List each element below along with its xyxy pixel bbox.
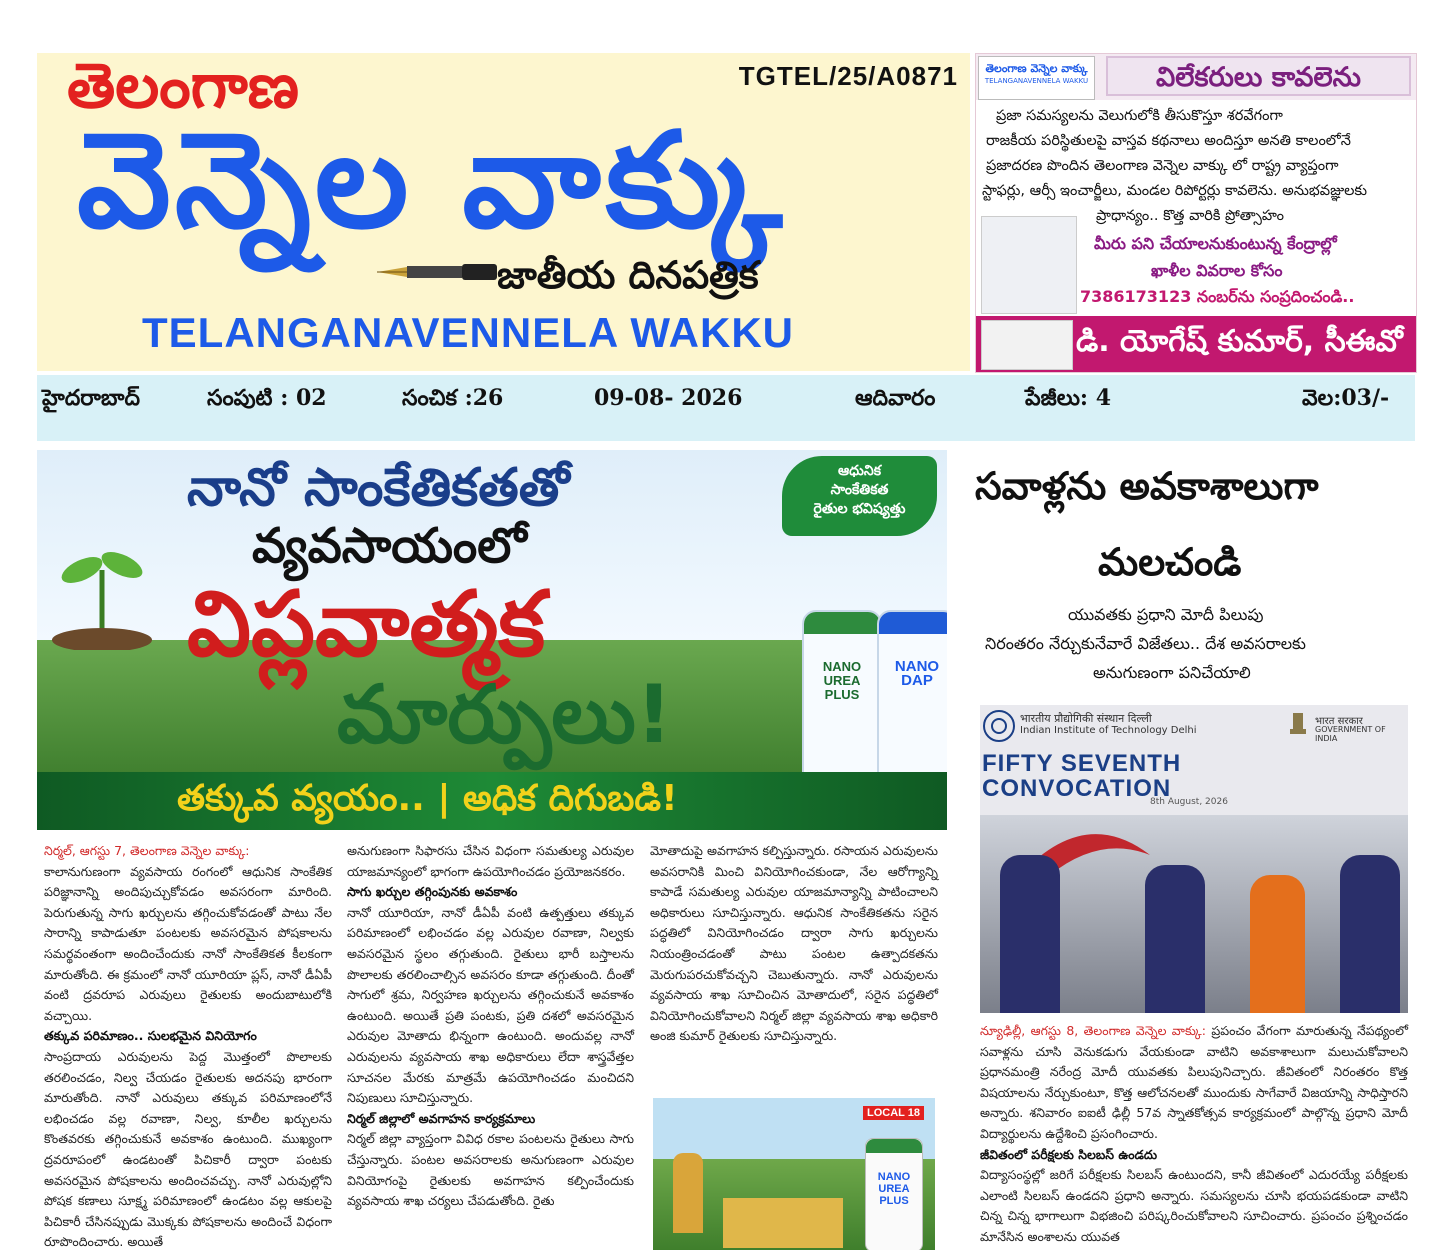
story-subheading: జీవితంలో పరీక్షలకు సిలబస్ ఉండదు [980, 1146, 1158, 1162]
ad-title: విలేకరులు కావలెను [1106, 56, 1411, 96]
article-subheading: తక్కువ పరిమాణం.. సులభమైన వినియోగం [44, 1028, 257, 1044]
story-subhead: అనుగుణంగా పనిచేయాలి [1093, 663, 1251, 682]
bottle-label: UREA [823, 673, 861, 688]
ad-logo-text: తెలంగాణ వెన్నెల వాక్కు [985, 62, 1088, 75]
seedling-icon [47, 510, 157, 650]
info-price: వెల:03/- [1302, 385, 1390, 411]
story-headline: సవాళ్లను అవకాశాలుగా [975, 464, 1319, 508]
bottle-cap [879, 612, 947, 634]
ad-headline-4: మార్పులు! [337, 668, 673, 761]
info-issue: సంచిక :26 [402, 385, 504, 411]
recruitment-ad [975, 53, 1417, 373]
ad-contact-name: డి. యోగేష్ కుమార్, సీఈవో [1076, 324, 1403, 359]
masthead-paper-name: వెన్నెల వాక్కు [77, 104, 786, 258]
ad-paper-logo [978, 56, 1095, 100]
badge-line: సాంకేతికత [830, 482, 889, 498]
govt-english: GOVERNMENT OF INDIA [1315, 725, 1386, 743]
article-paragraph: నానో యూరియా, నానో డీఏపీ వంటి ఉత్పత్తులు తక్కువ పరిమాణంలో లభించడం వల్ల ఎరువుల రవాణా, నిల్వకు అవసరమైన స్థలం తగ్గుతుంది. రైతులు భారీ బస్తాలను పొలాలకు తరలించాల్సిన అవసరం కూడా తగ్గుతుంది. దీంతో సాగులో శ్రమ, నిర్వహణ ఖర్చులను తగ్గించుకునే అవకాశం ఉంటుంది. అయితే ప్రతి పంటకు, ప్రతి దశలో అవసరమైన ఎరువుల మోతాదు భిన్నంగా ఉంటుంది. అందువల్ల నానో ఎరువులను వ్యవసాయ శాఖ అధికారులు లేదా శాస్త్రవేత్తల సూచనల మేరకు మాత్రమే ఉపయోగించడం మంచిదని నిపుణులు సూచిస్తున్నారు. [347, 904, 634, 1106]
ad-line: ఖాళీల వివరాల కోసం [1151, 261, 1283, 280]
article-column-2 [347, 841, 634, 1212]
iit-hindi-name: भारतीय प्रौद्योगिकी संस्थान दिल्ली [1020, 712, 1152, 725]
info-city: హైదరాబాద్ [42, 385, 140, 411]
article-paragraph: మోతాదుపై అవగాహన కల్పిస్తున్నారు. రసాయన ఎరువులను అవసరానికి మించి వినియోగించకుండా, నేల ఆరోగ్యాన్ని కాపాడే సమతుల్య ఎరువుల యాజమాన్యాన్ని పాటించాలని అధికారులు సూచిస్తున్నారు. ఆధునిక సాంకేతికతను సరైన పద్ధతిలో వినియోగించడం ద్వారా సాగు ఖర్చులను నియంత్రించడంతో పాటు పంటల ఉత్పాదకతను మెరుగుపరచుకోవచ్చని చెబుతున్నారు. నానో ఎరువులను వ్యవసాయ శాఖ సూచించిన మోతాదులో, సరైన పద్ధతిలో వినియోగించుకోవాలని నిర్మల్ జిల్లా వ్యవసాయ శాఖ అధికారి అంజి కుమార్ రైతులకు సూచిస్తున్నారు. [650, 843, 938, 1044]
bottle-cap [866, 1139, 922, 1153]
ad-line: ప్రాధాన్యం.. కొత్త వారికి ప్రోత్సాహం [1096, 208, 1284, 224]
person-figure [1000, 855, 1060, 1013]
story-paragraph: ప్రపంచం వేగంగా మారుతున్న నేపథ్యంలో సవాళ్లను చూసి వెనుకడుగు వేయకుండా వాటిని అవకాశాలుగా మలుచుకోవాలని ప్రధానమంత్రి నరేంద్ర మోదీ యువతకు పిలుపునిచ్చారు. జీవితంలో నిరంతరం కొత్త విషయాలను నేర్చుకుంటూ, కొత్త ఆలోచనలతో ముందుకు సాగేవారే విజయాన్ని సాధిస్తారని అన్నారు. శనివారం ఐఐటీ ఢిల్లీ 57వ స్నాతకోత్సవ కార్యక్రమంలో పాల్గొన్న ప్రధాని మోదీ విద్యార్థులను ఉద్దేశించి ప్రసంగించారు. [980, 1023, 1408, 1141]
fountain-pen-icon [377, 261, 497, 283]
convocation-title: FIFTY SEVENTH [982, 750, 1182, 777]
nano-fertilizer-ad [37, 450, 947, 830]
govt-hindi: भारत सरकार [1315, 716, 1363, 727]
farmer-figure [673, 1153, 703, 1233]
issue-info-bar [37, 375, 1415, 441]
convocation-title-2: CONVOCATION [982, 775, 1172, 802]
info-day: ఆదివారం [855, 385, 936, 411]
article-paragraph: సాంప్రదాయ ఎరువులను పెద్ద మొత్తంలో పొలాలకు తరలించడం, నిల్వ చేయడం రైతులకు అదనపు భారంగా మారుతోంది. నానో ఎరువులు తక్కువ పరిమాణంలోనే లభించడం వల్ల రవాణా, నిల్వ, కూలీల ఖర్చులను కొంతవరకు తగ్గించుకునే అవకాశం ఉంటుంది. ముఖ్యంగా ద్రవరూపంలో ఉండటంతో పిచికారీ ద్వారా పంటకు అవసరమైన పోషకాలను అందించవచ్చు. నానో ఎరువుల్లోని పోషక కణాలు సూక్ష్మ పరిమాణంలో ఉండటం వల్ల ఆకులపై పిచికారీ చేసినప్పుడు మొక్కకు పోషకాలను అందించే విధంగా రూపొందించారు. అయితే [44, 1048, 332, 1250]
article-paragraph: కాలానుగుణంగా వ్యవసాయ రంగంలో ఆధునిక సాంకేతిక పరిజ్ఞానాన్ని అందిపుచ్చుకోవడం అవసరంగా మారింది. పెరుగుతున్న సాగు ఖర్చులను తగ్గించుకోవడంతో పాటు నేల సారాన్ని కాపాడుతూ పంటలకు అవసరమైన పోషకాలను సమర్థవంతంగా అందించేందుకు నానో సాంకేతికత కీలకంగా మారుతోంది. ఈ క్రమంలో నానో యూరియా ప్లస్, నానో డీఏపీ వంటి ద్రవరూప ఎరువులు రైతులకు అందుబాటులోకి వచ్చాయి. [44, 863, 332, 1023]
person-figure [1250, 875, 1305, 1013]
info-date: 09-08- 2026 [594, 385, 743, 411]
article-column-3 [650, 841, 938, 1047]
article-paragraph: అనుగుణంగా సిఫారసు చేసిన విధంగా సమతుల్య ఎరువుల యాజమాన్యంలో భాగంగా ఉపయోగించడం ప్రయోజనకరం. [347, 843, 634, 879]
person-figure [1145, 865, 1205, 1013]
ad-header [976, 54, 1416, 100]
person-figure [1340, 855, 1400, 1013]
story-headline-cont: మలచండి [1098, 540, 1242, 584]
iit-english-name: Indian Institute of Technology Delhi [1020, 725, 1197, 736]
bottle-label: NANO [894, 658, 940, 675]
ad-line: రాజకీయ పరిస్థితులపై వాస్తవ కథనాలు అందిస్తూ అనతి కాలంలోనే [986, 133, 1351, 149]
badge-line: ఆధునిక [837, 463, 882, 479]
ad-newspaper-thumbnail [981, 216, 1077, 314]
ad-headline-1: నానో సాంకేతికతతో [187, 458, 570, 518]
bottle-label: UREA [878, 1183, 910, 1195]
local18-logo: LOCAL 18 [863, 1106, 924, 1120]
story-subhead: యువతకు ప్రధాని మోదీ పిలుపు [1068, 605, 1264, 624]
masthead-english-name: TELANGANAVENNELA WAKKU [142, 309, 794, 356]
convocation-date: 8th August, 2026 [1150, 797, 1228, 807]
bottle-label: DAP [901, 672, 933, 689]
ad-headline-2: వ్యవసాయంలో [252, 518, 527, 574]
info-volume: సంపుటి : 02 [207, 385, 327, 411]
article-subheading: సాగు ఖర్చుల తగ్గింపునకు అవకాశం [347, 884, 518, 900]
info-pages: పేజీలు: 4 [1025, 385, 1112, 411]
ad-badge [782, 456, 937, 536]
ad-logo-sub: TELANGANAVENNELA WAKKU [984, 77, 1089, 85]
iit-emblem-icon [982, 709, 1016, 743]
article-subheading: నిర్మల్ జిల్లాలో అవగాహన కార్యక్రమాలు [347, 1110, 536, 1126]
badge-line: రైతుల భవిష్యత్తు [813, 501, 906, 517]
ad-slogan-band [37, 772, 947, 830]
story-paragraph: విద్యాసంస్థల్లో జరిగే పరీక్షలకు సిలబస్ ఉంటుందని, కానీ జీవితంలో ఎదురయ్యే పరీక్షలకు ఎలాంటి సిలబస్ ఉండదని ప్రధాని అన్నారు. సమస్యలను చూసి భయపడకుండా వాటిని చిన్న చిన్న భాగాలుగా విభజించి పరిష్కరించుకోవాలని సూచించారు. ప్రపంచం ప్రశ్నించడం మానేసిన అంశాలను యువత [980, 1167, 1408, 1244]
bottle-label: PLUS [879, 1195, 909, 1207]
masthead-tagline: జాతీయ దినపత్రిక [497, 253, 759, 297]
nano-dap-bottle [877, 610, 947, 784]
bottle-label: NANO [877, 1171, 911, 1183]
ad-ceo-thumbnail [981, 320, 1073, 370]
registration-number: TGTEL/25/A0871 [738, 61, 958, 91]
ad-phone-line: 7386173123 నంబర్‌ను సంప్రదించండి.. [1080, 287, 1355, 306]
bottle-label: PLUS [824, 687, 860, 702]
bottle-label: NANO [822, 659, 862, 674]
ad-footer [976, 316, 1416, 372]
article-column-1 [44, 841, 332, 1253]
convocation-photo [980, 705, 1408, 1013]
ad-line: మీరు పని చేయాలనుకుంటున్న కేంద్రాల్లో [1094, 234, 1337, 253]
ad-headline-3: విప్లవాత్మక [187, 572, 546, 677]
masthead [37, 49, 970, 371]
national-emblem-icon [1285, 709, 1311, 739]
bottle-cap [804, 612, 880, 634]
story-dateline: న్యూఢిల్లీ, ఆగస్టు 8, తెలంగాణ వెన్నెల వాక్కు: [980, 1023, 1206, 1038]
nano-urea-plus-bottle [802, 610, 882, 784]
ad-line: స్టాఫర్లు, ఆర్సీ ఇంచార్జీలు, మండల రిపోర్టర్లు కావలెను. అనుభవజ్ఞులకు [982, 183, 1367, 199]
article-dateline: నిర్మల్, ఆగస్టు 7, తెలంగాణ వెన్నెల వాక్కు: [44, 843, 250, 858]
nano-bottle-photo [865, 1138, 923, 1250]
fertilizer-bags [723, 1198, 843, 1248]
farm-photo [653, 1098, 935, 1250]
ad-line: ప్రజాదరణ పొందిన తెలంగాణ వెన్నెల వాక్కు లో రాష్ట్ర వ్యాప్తంగా [986, 158, 1339, 174]
convocation-stage [980, 815, 1408, 1013]
masthead-state-name: తెలంగాణ [67, 49, 299, 122]
story-subhead: నిరంతరం నేర్చుకునేవారే విజేతలు.. దేశ అవసరాలకు [985, 634, 1306, 653]
ad-line: ప్రజా సమస్యలను వెలుగులోకి తీసుకొస్తూ శరవేగంగా [996, 108, 1283, 124]
article-paragraph: నిర్మల్ జిల్లా వ్యాప్తంగా వివిధ రకాల పంటలను రైతులు సాగు చేస్తున్నారు. పంటల అవసరాలకు అనుగుణంగా ఎరువుల వినియోగంపై రైతులకు అవగాహన కల్పించేందుకు వ్యవసాయ శాఖ చర్యలు చేపడుతోంది. రైతు [347, 1131, 634, 1209]
ad-slogan: తక్కువ వ్యయం.. | అధిక దిగుబడి! [177, 778, 678, 819]
story-body [980, 1021, 1408, 1248]
